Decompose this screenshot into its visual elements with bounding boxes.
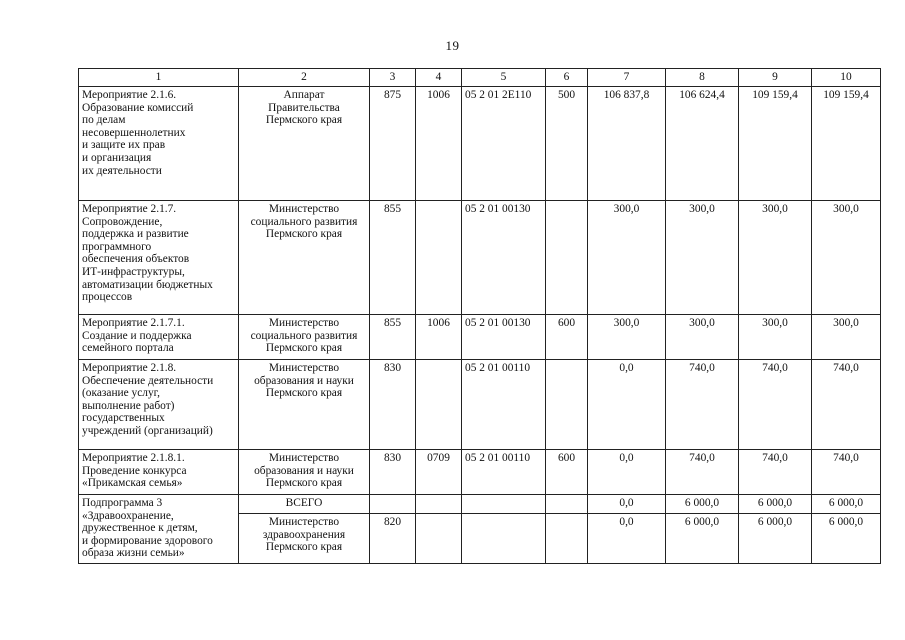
- column-header: 4: [416, 69, 462, 87]
- header-row: [79, 69, 881, 87]
- measure-name-cell: Мероприятие 2.1.8.1. Проведение конкурса «Прикамская семья»: [79, 450, 239, 495]
- column-header: 10: [812, 69, 881, 87]
- expense-type-cell: [546, 495, 588, 514]
- section-code-cell: 0709: [416, 450, 462, 495]
- grbs-code-cell: 875: [370, 87, 416, 201]
- amount-cell: 6 000,0: [812, 495, 881, 514]
- amount-cell: 300,0: [666, 315, 739, 360]
- amount-cell: 109 159,4: [739, 87, 812, 201]
- subprogram-total-row: [79, 495, 881, 514]
- expense-type-cell: [546, 201, 588, 315]
- target-article-cell: 05 2 01 00130: [462, 315, 546, 360]
- target-article-cell: 05 2 01 00110: [462, 450, 546, 495]
- amount-cell: 6 000,0: [666, 514, 739, 564]
- section-code-cell: 1006: [416, 87, 462, 201]
- table-row: [79, 360, 881, 450]
- amount-cell: 300,0: [739, 201, 812, 315]
- amount-cell: 0,0: [588, 514, 666, 564]
- grbs-code-cell: 820: [370, 514, 416, 564]
- executor-cell: ВСЕГО: [239, 495, 370, 514]
- section-code-cell: 1006: [416, 315, 462, 360]
- amount-cell: 106 837,8: [588, 87, 666, 201]
- amount-cell: 740,0: [739, 450, 812, 495]
- section-code-cell: [416, 514, 462, 564]
- amount-cell: 740,0: [666, 360, 739, 450]
- measure-name-cell: Мероприятие 2.1.7.1. Создание и поддержка семейного портала: [79, 315, 239, 360]
- executor-cell: Министерство социального развития Пермского края: [239, 201, 370, 315]
- amount-cell: 6 000,0: [812, 514, 881, 564]
- amount-cell: 300,0: [588, 201, 666, 315]
- target-article-cell: [462, 514, 546, 564]
- grbs-code-cell: 830: [370, 360, 416, 450]
- budget-table: [78, 68, 881, 564]
- target-article-cell: [462, 495, 546, 514]
- column-header: 5: [462, 69, 546, 87]
- table-row: [79, 87, 881, 201]
- column-header: 6: [546, 69, 588, 87]
- executor-cell: Министерство образования и науки Пермского края: [239, 450, 370, 495]
- page-number: 19: [445, 38, 460, 53]
- table-row: [79, 315, 881, 360]
- target-article-cell: 05 2 01 00110: [462, 360, 546, 450]
- expense-type-cell: 600: [546, 450, 588, 495]
- amount-cell: 740,0: [812, 360, 881, 450]
- amount-cell: 106 624,4: [666, 87, 739, 201]
- measure-name-cell: Мероприятие 2.1.6. Образование комиссий по делам несовершеннолетних и защите их прав и организация их деятельности: [79, 87, 239, 201]
- section-code-cell: [416, 201, 462, 315]
- amount-cell: 300,0: [588, 315, 666, 360]
- measure-name-cell: Мероприятие 2.1.8. Обеспечение деятельности (оказание услуг, выполнение работ) государственных учреждений (организаций): [79, 360, 239, 450]
- expense-type-cell: [546, 360, 588, 450]
- column-header: 1: [79, 69, 239, 87]
- table-row: [79, 201, 881, 315]
- amount-cell: 740,0: [666, 450, 739, 495]
- amount-cell: 740,0: [739, 360, 812, 450]
- section-code-cell: [416, 495, 462, 514]
- section-code-cell: [416, 360, 462, 450]
- amount-cell: 300,0: [812, 201, 881, 315]
- amount-cell: 300,0: [812, 315, 881, 360]
- expense-type-cell: 500: [546, 87, 588, 201]
- expense-type-cell: [546, 514, 588, 564]
- measure-name-cell: Мероприятие 2.1.7. Сопровождение, поддержка и развитие программного обеспечения объектов ИТ-инфраструктуры, автоматизации бюджетных процессов: [79, 201, 239, 315]
- executor-cell: Аппарат Правительства Пермского края: [239, 87, 370, 201]
- target-article-cell: 05 2 01 00130: [462, 201, 546, 315]
- amount-cell: 109 159,4: [812, 87, 881, 201]
- table-row: [79, 450, 881, 495]
- amount-cell: 0,0: [588, 495, 666, 514]
- executor-cell: Министерство социального развития Пермского края: [239, 315, 370, 360]
- amount-cell: 6 000,0: [739, 514, 812, 564]
- executor-cell: Министерство образования и науки Пермского края: [239, 360, 370, 450]
- amount-cell: 740,0: [812, 450, 881, 495]
- amount-cell: 300,0: [666, 201, 739, 315]
- column-header: 8: [666, 69, 739, 87]
- amount-cell: 0,0: [588, 450, 666, 495]
- grbs-code-cell: [370, 495, 416, 514]
- column-header: 3: [370, 69, 416, 87]
- grbs-code-cell: 830: [370, 450, 416, 495]
- column-header: 9: [739, 69, 812, 87]
- target-article-cell: 05 2 01 2Е110: [462, 87, 546, 201]
- column-header: 2: [239, 69, 370, 87]
- grbs-code-cell: 855: [370, 201, 416, 315]
- amount-cell: 6 000,0: [739, 495, 812, 514]
- grbs-code-cell: 855: [370, 315, 416, 360]
- measure-name-cell: Подпрограмма 3 «Здравоохранение, дружественное к детям, и формирование здорового образа жизни семьи»: [79, 495, 239, 564]
- amount-cell: 0,0: [588, 360, 666, 450]
- column-header: 7: [588, 69, 666, 87]
- executor-cell: Министерство здравоохранения Пермского края: [239, 514, 370, 564]
- amount-cell: 6 000,0: [666, 495, 739, 514]
- expense-type-cell: 600: [546, 315, 588, 360]
- amount-cell: 300,0: [739, 315, 812, 360]
